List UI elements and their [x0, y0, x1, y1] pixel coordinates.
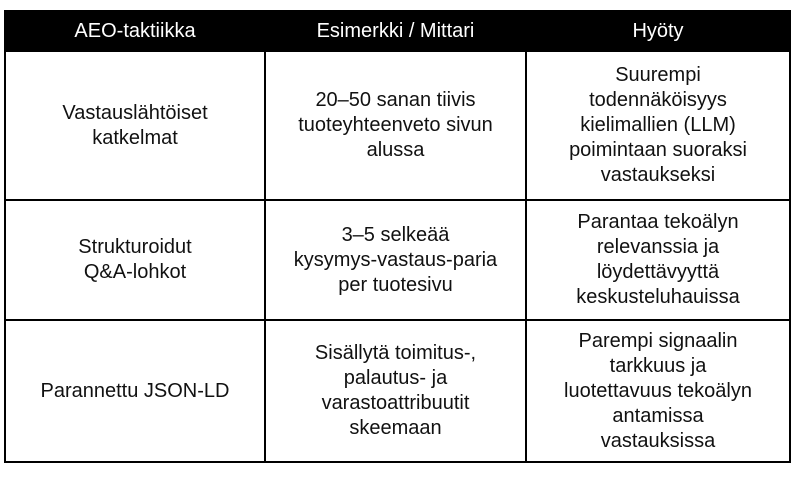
header-tactic: AEO-taktiikka — [5, 11, 265, 51]
table-row — [5, 320, 790, 462]
benefit-cell: Parempi signaalin tarkkuus ja luotettavuus tekoälyn antamissa vastauksissa — [526, 320, 790, 462]
table-row — [5, 51, 790, 200]
table-row — [5, 200, 790, 320]
header-example-metric: Esimerkki / Mittari — [265, 11, 526, 51]
example-cell: Sisällytä toimitus-, palautus- ja varastoattribuutit skeemaan — [265, 320, 526, 462]
header-row — [5, 11, 790, 51]
tactic-cell: Vastauslähtöiset katkelmat — [5, 51, 265, 200]
benefit-cell: Suurempi todennäköisyys kielimallien (LLM) poimintaan suoraksi vastaukseksi — [526, 51, 790, 200]
aeo-tactics-table — [4, 10, 791, 463]
header-benefit: Hyöty — [526, 11, 790, 51]
tactic-cell: Parannettu JSON-LD — [5, 320, 265, 462]
tactic-cell: Strukturoidut Q&A-lohkot — [5, 200, 265, 320]
benefit-cell: Parantaa tekoälyn relevanssia ja löydettävyyttä keskusteluhauissa — [526, 200, 790, 320]
example-cell: 3–5 selkeää kysymys-vastaus-paria per tuotesivu — [265, 200, 526, 320]
example-cell: 20–50 sanan tiivis tuoteyhteenveto sivun alussa — [265, 51, 526, 200]
